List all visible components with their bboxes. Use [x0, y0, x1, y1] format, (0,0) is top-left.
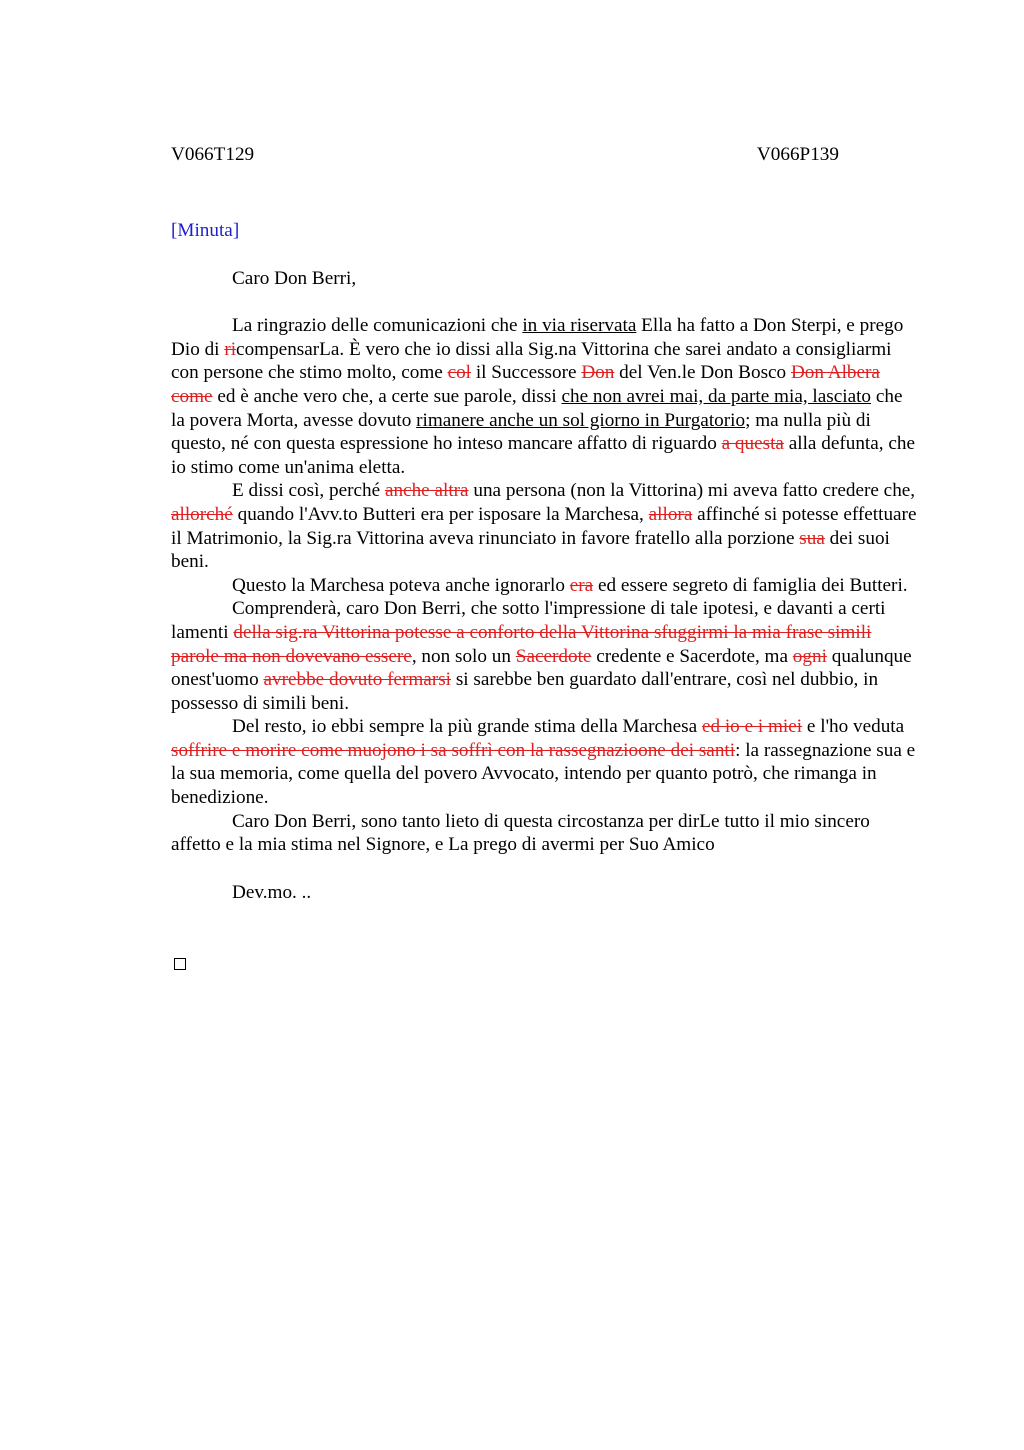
text-run: il Successore	[471, 362, 582, 384]
underlined-text: rimanere anche un sol giorno in Purgatorio	[416, 409, 746, 431]
deleted-text: della sig.ra Vittorina potesse a conforto della Vittorina sfuggirmi la mia frase simili parole ma non dovevano essere	[171, 621, 872, 667]
underlined-text: che non avrei mai, da parte mia, lasciato	[561, 385, 872, 407]
paragraph	[171, 479, 921, 573]
deleted-text: Don	[581, 362, 615, 384]
deleted-text: allorché	[171, 503, 233, 525]
draft-note: [Minuta]	[171, 220, 240, 241]
text-run: credente e Sacerdote, ma	[591, 645, 793, 667]
deleted-text: allora	[648, 503, 693, 525]
deleted-text: ed io e i miei	[701, 716, 803, 738]
deleted-text: ri	[224, 338, 237, 360]
deleted-text: Sacerdote	[515, 645, 592, 667]
deleted-text: anche altra	[384, 480, 469, 502]
letter-body	[171, 314, 921, 857]
text-run: ; ma nulla più di questo, né con questa espressione ho inteso mancare affatto di riguardo	[171, 409, 871, 455]
text-run: dei suoi beni.	[171, 527, 890, 573]
text-run: del Ven.le Don Bosco	[614, 362, 791, 384]
left-code: V066T129	[171, 144, 255, 165]
deleted-text: era	[569, 574, 594, 596]
text-run: Caro Don Berri, sono tanto lieto di questa circostanza per dirLe tutto il mio sincero affetto e la mia stima nel Signore, e La prego di avermi per Suo Amico	[171, 810, 870, 856]
text-run: una persona (non la Vittorina) mi aveva fatto credere che,	[468, 480, 916, 502]
underlined-text: in via riservata	[522, 315, 637, 337]
paragraph	[171, 314, 921, 479]
text-run: Ella ha fatto a Don Sterpi, e prego Dio di	[171, 315, 904, 360]
paragraph	[171, 715, 921, 809]
text-run: qualunque onest'uomo	[171, 645, 912, 691]
text-run: E dissi così, perché	[232, 480, 385, 502]
deleted-text: a questa	[721, 433, 784, 455]
text-run: che la povera Morta, avesse dovuto	[171, 385, 903, 431]
text-run: e l'ho veduta	[802, 716, 905, 738]
text-run: quando l'Avv.to Butteri era per isposare la Marchesa,	[232, 503, 649, 525]
deleted-text: Don Albera come	[171, 362, 880, 407]
text-run: : la rassegnazione sua e la sua memoria, come quella del povero Avvocato, intendo per quanto potrò, che rimanga in benedizione.	[171, 739, 916, 809]
text-run: Questo la Marchesa poteva anche ignorarlo	[232, 574, 570, 596]
text-run: Del resto, io ebbi sempre la più grande stima della Marchesa	[232, 716, 702, 738]
salutation: Caro Don Berri,	[232, 267, 357, 289]
deleted-text: soffrire e morire come muojono i sa soffrì con la rassegnazioone dei santi	[171, 739, 736, 761]
text-run: compensarLa. È vero che io dissi alla Sig.na Vittorina che sarei andato a consigliarmi con persone che stimo molto, come	[171, 338, 892, 384]
text-run: , non solo un	[411, 645, 516, 667]
paragraph	[171, 574, 921, 598]
letter-page	[171, 143, 921, 904]
paragraph	[171, 597, 921, 715]
text-run: Comprenderà, caro Don Berri, che sotto l'impressione di tale ipotesi, e davanti a certi lamenti	[171, 598, 886, 643]
checkbox-icon	[174, 958, 186, 970]
deleted-text: avrebbe dovuto fermarsi	[263, 669, 452, 691]
text-run: si sarebbe ben guardato dall'entrare, così nel dubbio, in possesso di simili beni.	[171, 669, 879, 714]
text-run: alla defunta, che io stimo come un'anima eletta.	[171, 433, 915, 478]
text-run: ed essere segreto di famiglia dei Butteri.	[593, 574, 908, 596]
document-header	[171, 143, 839, 167]
text-run: ed è anche vero che, a certe sue parole, dissi	[212, 385, 562, 407]
closing: Dev.mo. ..	[232, 881, 312, 903]
text-run: affinché si potesse effettuare il Matrimonio, la Sig.ra Vittorina aveva rinunciato in favore fratello alla porzione	[171, 503, 917, 549]
deleted-text: sua	[799, 527, 825, 549]
right-code: V066P139	[756, 144, 839, 165]
deleted-text: ogni	[792, 645, 827, 667]
text-run: La ringrazio delle comunicazioni che	[232, 315, 523, 337]
deleted-text: col	[447, 362, 472, 384]
paragraph	[171, 810, 921, 857]
